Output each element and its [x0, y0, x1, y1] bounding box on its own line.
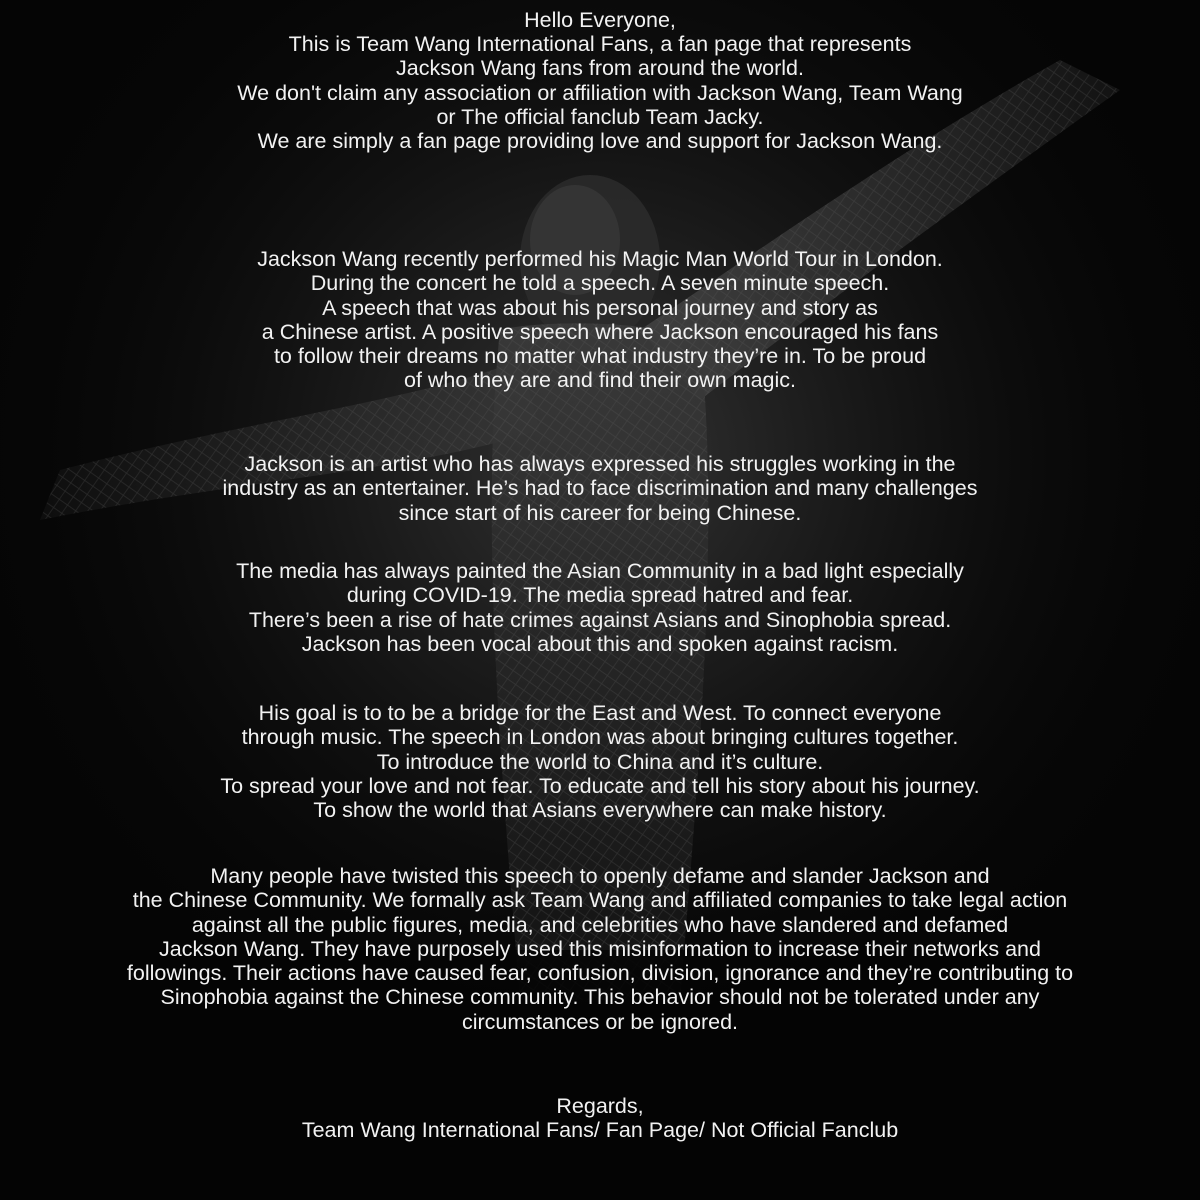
signature: Team Wang International Fans/ Fan Page/ Not Official Fanclub: [301, 1118, 899, 1143]
paragraph-goal: [0, 701, 1200, 822]
closing: Regards,: [556, 1094, 644, 1118]
paragraph-line: industry as an entertainer. He’s had to face discrimination and many challenges: [222, 476, 978, 501]
paragraph-line: Sinophobia against the Chinese community. This behavior should not be tolerated under any: [160, 985, 1040, 1010]
intro-line: We don't claim any association or affiliation with Jackson Wang, Team Wang: [237, 80, 963, 105]
paragraph-line: through music. The speech in London was about bringing cultures together.: [241, 725, 959, 750]
paragraph-struggles: [0, 452, 1200, 525]
paragraph-tour-speech: [0, 247, 1200, 393]
paragraph-line: against all the public figures, media, and celebrities who have slandered and defamed: [191, 912, 1009, 937]
paragraph-line: His goal is to to be a bridge for the East and West. To connect everyone: [258, 701, 942, 725]
paragraph-media: [0, 559, 1200, 656]
paragraph-line: of who they are and find their own magic.: [404, 368, 796, 393]
paragraph-line: during COVID-19. The media spread hatred and fear.: [346, 583, 854, 608]
paragraph-line: Jackson has been vocal about this and spoken against racism.: [301, 631, 899, 656]
paragraph-line: to follow their dreams no matter what industry they’re in. To be proud: [273, 344, 927, 369]
greeting: Hello Everyone,: [524, 8, 676, 32]
intro-line: or The official fanclub Team Jacky.: [436, 104, 764, 129]
intro-line: We are simply a fan page providing love and support for Jackson Wang.: [257, 129, 943, 154]
paragraph-line: circumstances or be ignored.: [461, 1009, 739, 1034]
paragraph-line: To introduce the world to China and it’s culture.: [376, 749, 824, 774]
paragraph-line: There’s been a rise of hate crimes against Asians and Sinophobia spread.: [248, 607, 952, 632]
paragraph-line: Jackson Wang. They have purposely used this misinformation to increase their networks and: [159, 936, 1041, 961]
paragraph-line: The media has always painted the Asian Community in a bad light especially: [236, 559, 964, 583]
paragraph-line: the Chinese Community. We formally ask Team Wang and affiliated companies to take legal action: [132, 888, 1068, 913]
paragraph-line: Many people have twisted this speech to openly defame and slander Jackson and: [210, 864, 990, 888]
paragraph-line: To show the world that Asians everywhere can make history.: [313, 798, 887, 823]
paragraph-line: Jackson Wang recently performed his Magic Man World Tour in London.: [257, 247, 943, 271]
paragraph-line: followings. Their actions have caused fear, confusion, division, ignorance and they’re contributing to: [126, 961, 1074, 986]
closing-block: [0, 1094, 1200, 1143]
paragraph-legal-request: [0, 864, 1200, 1034]
paragraph-line: Jackson is an artist who has always expressed his struggles working in the: [244, 452, 956, 476]
paragraph-line: A speech that was about his personal journey and story as: [322, 295, 878, 320]
intro-line: Jackson Wang fans from around the world.: [396, 56, 804, 81]
intro-line: This is Team Wang International Fans, a fan page that represents: [288, 32, 912, 56]
paragraph-line: since start of his career for being Chinese.: [398, 500, 802, 525]
paragraph-line: During the concert he told a speech. A seven minute speech.: [310, 271, 890, 296]
paragraph-line: To spread your love and not fear. To educate and tell his story about his journey.: [220, 773, 980, 798]
intro-paragraph: [0, 32, 1200, 153]
greeting-block: [0, 8, 1200, 32]
paragraph-line: a Chinese artist. A positive speech where Jackson encouraged his fans: [261, 319, 939, 344]
